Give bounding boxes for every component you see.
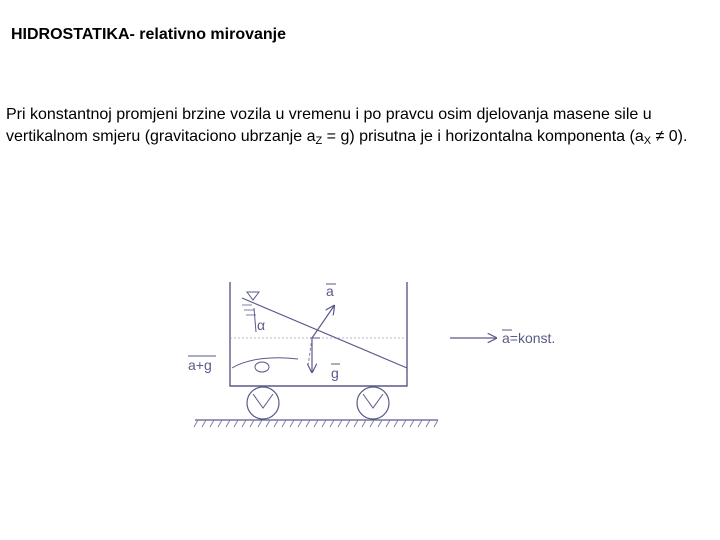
page-title: HIDROSTATIKA- relativno mirovanje [11,26,286,43]
force-vectors [308,306,334,372]
description-paragraph [6,104,706,149]
label-alpha: α [257,317,266,333]
right-wheel [357,387,389,419]
left-wheel [247,387,279,419]
label-a-const: a=konst. [502,330,556,346]
subscript-x: X [643,135,652,147]
ground [194,420,438,427]
label-g: g [331,365,339,381]
label-a: a [326,283,334,299]
label-a-plus-g: a+g [188,357,212,373]
vehicle-tank-diagram [180,270,580,440]
inner-curve [232,358,298,372]
paragraph-text-3: ≠ 0). [651,128,688,145]
free-surface [242,292,407,368]
subscript-z: Z [315,135,323,147]
paragraph-text-2: = g) prisutna je i horizontalna komponenta (a [322,128,644,145]
paragraph-text-1: Pri konstantnoj promjeni brzine vozila u vremenu i po pravcu osim djelovanja masene sile u vertikalnom smjeru (gravitaciono ubrzanje a [6,106,652,145]
